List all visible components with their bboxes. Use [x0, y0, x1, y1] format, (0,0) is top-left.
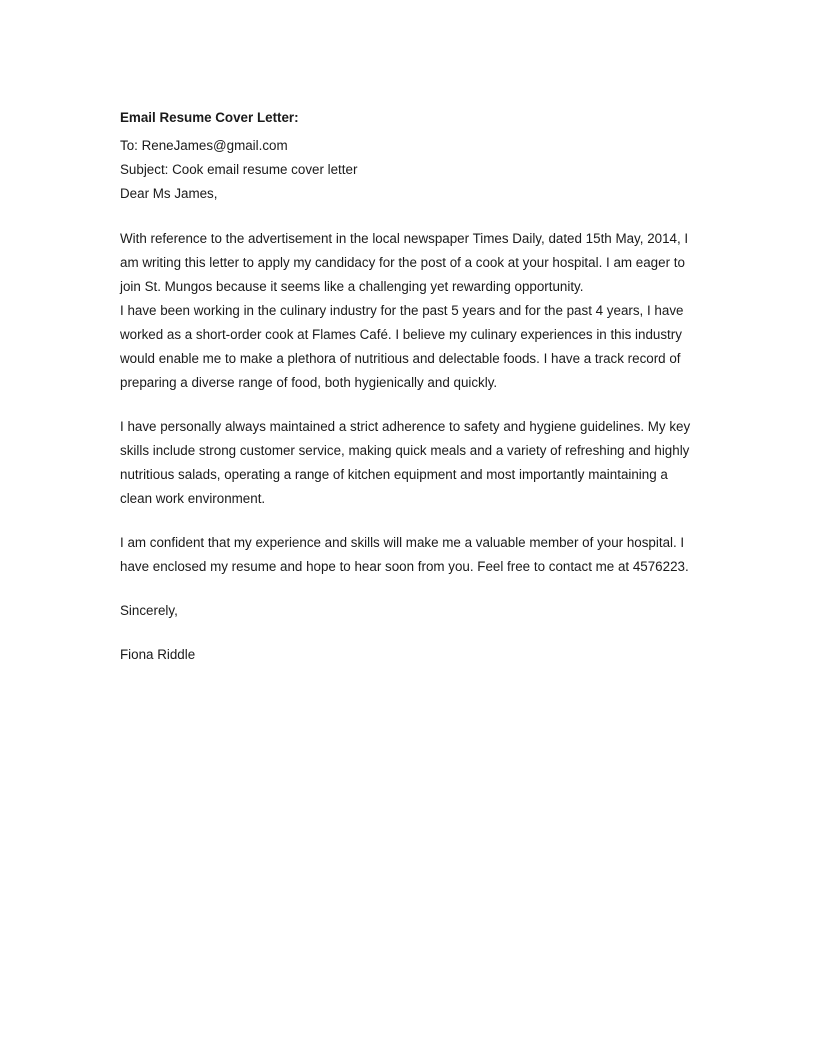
subject-line: Subject: Cook email resume cover letter: [120, 162, 358, 177]
paragraph-line: skills include strong customer service, making quick meals and a variety of refreshing and highly: [120, 443, 690, 458]
paragraph-line: nutritious salads, operating a range of kitchen equipment and most importantly maintaining a: [120, 467, 668, 482]
paragraph-line: I have been working in the culinary industry for the past 5 years and for the past 4 years, I have: [120, 303, 684, 318]
paragraph-line: worked as a short-order cook at Flames Café. I believe my culinary experiences in this industry: [120, 327, 682, 342]
to-line: To: ReneJames@gmail.com: [120, 138, 288, 153]
paragraph-line: have enclosed my resume and hope to hear soon from you. Feel free to contact me at 4576223.: [120, 559, 689, 574]
paragraph-1: [120, 227, 700, 395]
paragraph-line: I am confident that my experience and skills will make me a valuable member of your hospital. I: [120, 535, 685, 550]
paragraph-line: preparing a diverse range of food, both hygienically and quickly.: [120, 375, 498, 390]
letter-title: Email Resume Cover Letter:: [120, 110, 299, 125]
salutation: Dear Ms James,: [120, 186, 218, 201]
paragraph-2: [120, 415, 700, 511]
letter-body: [120, 109, 700, 667]
paragraph-line: clean work environment.: [120, 491, 266, 506]
paragraph-line: am writing this letter to apply my candidacy for the post of a cook at your hospital. I am eager to: [120, 255, 685, 270]
paragraph-line: I have personally always maintained a strict adherence to safety and hygiene guidelines. My key: [120, 419, 691, 434]
paragraph-3: [120, 531, 700, 579]
paragraph-line: join St. Mungos because it seems like a challenging yet rewarding opportunity.: [120, 279, 584, 294]
signature-name: Fiona Riddle: [120, 647, 196, 662]
closing: Sincerely,: [120, 603, 178, 618]
paragraph-line: would enable me to make a plethora of nutritious and delectable foods. I have a track record of: [120, 351, 681, 366]
paragraph-line: With reference to the advertisement in the local newspaper Times Daily, dated 15th May, 2014, I: [120, 231, 689, 246]
